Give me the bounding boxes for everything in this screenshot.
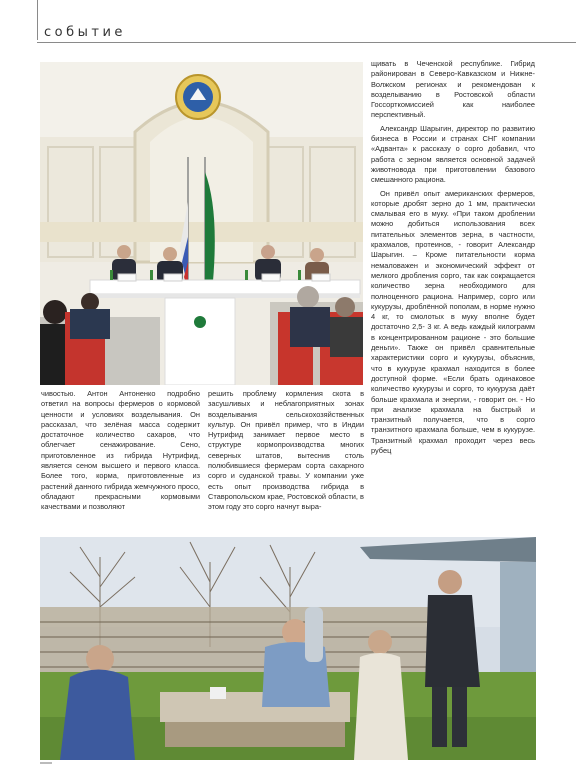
paragraph: Александр Шарыгин, директор по развитию бизнеса в России и странах СНГ компании «Адванта» к рассказу о сорго добавил, что работа с зерном является основной задачей животновода при приготовлении базового смешанного рациона. — [371, 123, 535, 185]
paragraph: решить проблему кормления скота в засушливых и неблагоприятных зонах возделывания сельскохозяйственных культур. Он привёл пример, что в Индии Нутрифид занимает первое место в структуре кормопроизводства многих северных штатов, вытеснив столь полюбившиеся фермерам сорта сахарного сорго и суданской травы. У компании уже есть опыт производства гибрида в Ставропольском крае, Ростовской области, в этом году это сорго начнут выра- — [208, 389, 364, 512]
page-footer-mark — [40, 762, 52, 764]
header-horizontal-rule — [37, 42, 576, 43]
paragraph: щивать в Чеченской республике. Гибрид районирован в Северо-Кавказском и Нижне-Волжском регионах и рекомендован к возделыванию в Ростовской области Госсорткомиссией как наиболее перспективный. — [371, 59, 535, 120]
paragraph: чивостью. Антон Антоненко подробно ответил на вопросы фермеров о кормовой ценности и условиях возделывания. Он рассказал, что зелёная масса содержит достаточное количество сахаров, что облегчает сенажирование. Сено, приготовленное из гибрида Нутрифид, является сеном высшего и первого класса. Более того, корма, приготовленные из растений данного гибрида жемчужного просо, обладают прекрасными кормовыми качествами и позволяют — [41, 389, 200, 512]
left-column-text — [41, 389, 200, 513]
right-column-text — [371, 59, 535, 456]
meeting-photo — [40, 62, 363, 385]
header-vertical-rule — [37, 0, 38, 40]
middle-column-text — [208, 389, 364, 513]
section-title: событие — [44, 25, 126, 40]
outdoor-photo — [40, 537, 536, 760]
paragraph: Он привёл опыт американских фермеров, которые дробят зерно до 1 мм, практически смалывая его в муку. «При таком дроблении можно добиться использования всех питательных элементов зерна, в частности, крахмалов, протеинов, - говорит Александр Шарыгин. – Кроме питательности корма немаловажен и экономический эффект от мелкого дробления сорго, так как сокращается количество зерна необходимого для полноценного рациона. Например, сорго или кукурузы, дроблённой пополам, в норме нужно 4 кг, то смолотых в муку вполне будет достаточно 2,5- 3 кг. А ведь каждый килограмм в концентрированном рационе - это большие деньги». Также он привёл сравнительные характеристики сорго и кукурузы, объяснив, что в кукурузе крахмал находится в более доступной форме. «Если брать одинаковое количество кукурузы и сорго, то кукуруза даёт больше крахмала и энергии, - говорит он. - Но при анализе крахмала на быстрый и транзитный получается, что в сорго транзитного крахмала больше, чем в кукурузе. Транзитный крахмал проходит через весь рубец — [371, 188, 535, 455]
